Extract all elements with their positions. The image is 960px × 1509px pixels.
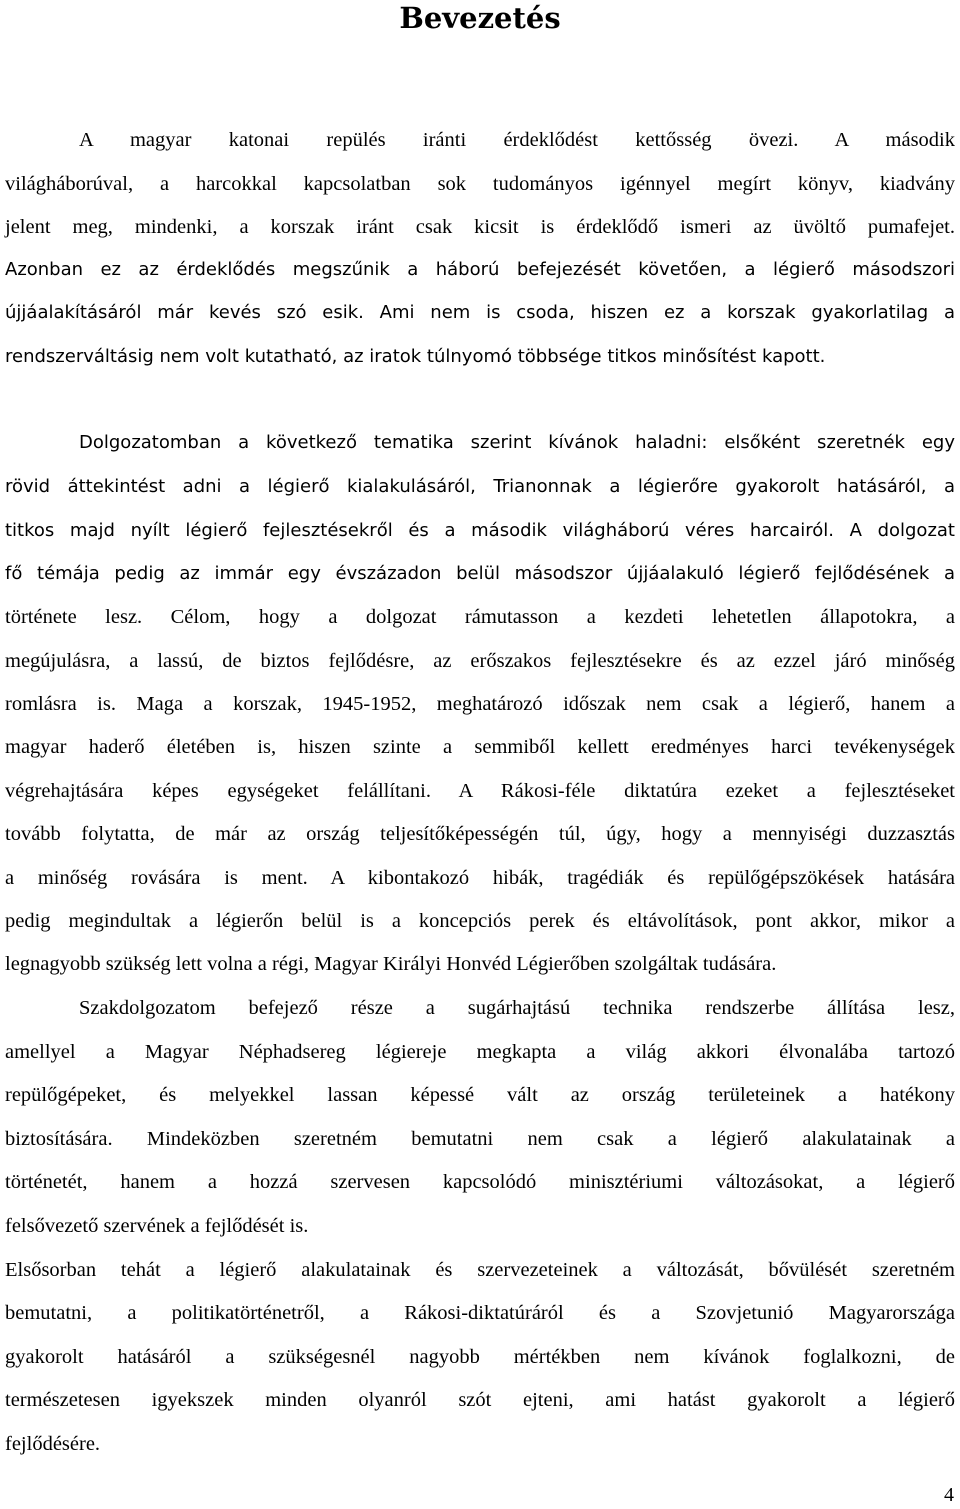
text-line: jelent meg, mindenki, a korszak iránt csak kicsit is érdeklődő ismeri az üvöltő pumafejet. bbox=[5, 216, 955, 238]
page-title: Bevezetés bbox=[399, 1, 561, 35]
text-line: fejlődésére. bbox=[5, 1433, 101, 1455]
text-line: természetesen igyekszek minden olyanról szót ejteni, ami hatást gyakorolt a légierő bbox=[5, 1389, 955, 1411]
text-line: tovább folytatta, de már az ország teljesítőképességén túl, úgy, hogy a mennyiségi duzzasztás bbox=[5, 823, 955, 845]
text-line: magyar haderő életében is, hiszen szinte a semmiből kellett eredményes harci tevékenységek bbox=[5, 736, 955, 758]
text-line: világháborúval, a harcokkal kapcsolatban sok tudományos igénnyel megírt könyv, kiadvány bbox=[5, 173, 955, 195]
text-line: Dolgozatomban a következő tematika szerint kívánok haladni: elsőként szeretnék egy bbox=[79, 432, 955, 453]
text-line: Szakdolgozatom befejező része a sugárhajtású technika rendszerbe állítása lesz, bbox=[79, 997, 955, 1019]
text-line: legnagyobb szükség lett volna a régi, Magyar Királyi Honvéd Légierőben szolgáltak tudására. bbox=[5, 953, 777, 975]
text-line: története lesz. Célom, hogy a dolgozat rámutasson a kezdeti lehetetlen állapotokra, a bbox=[5, 606, 955, 628]
text-line: a minőség rovására is ment. A kibontakozó hibák, tragédiák és repülőgépszökések hatására bbox=[5, 867, 955, 889]
text-line: fő témája pedig az immár egy évszázadon belül másodszor újjáalakuló légierő fejlődésének a bbox=[5, 563, 955, 584]
text-line: bemutatni, a politikatörténetről, a Rákosi-diktatúráról és a Szovjetunió Magyarországa bbox=[5, 1302, 955, 1324]
text-line: romlásra is. Maga a korszak, 1945-1952, meghatározó időszak nem csak a légierő, hanem a bbox=[5, 693, 955, 715]
text-line: A magyar katonai repülés iránti érdeklődést kettősség övezi. A második bbox=[79, 129, 955, 151]
text-line: felsővezető szervének a fejlődését is. bbox=[5, 1215, 309, 1237]
text-line: rövid áttekintést adni a légierő kialakulásáról, Trianonnak a légierőre gyakorolt hatásáról, a bbox=[5, 476, 955, 497]
page-number: 4 bbox=[944, 1484, 954, 1506]
text-line: amellyel a Magyar Néphadsereg légiereje megkapta a világ akkori élvonalába tartozó bbox=[5, 1041, 955, 1063]
text-line: titkos majd nyílt légierő fejlesztésekről és a második világháború véres harcairól. A dolgozat bbox=[5, 520, 955, 541]
text-line: Azonban ez az érdeklődés megszűnik a háború befejezését követően, a légierő másodszori bbox=[5, 259, 955, 280]
text-line: újjáalakításáról már kevés szó esik. Ami nem is csoda, hiszen ez a korszak gyakorlatilag a bbox=[5, 302, 955, 323]
text-line: rendszerváltásig nem volt kutatható, az iratok túlnyomó többsége titkos minősítést kapott. bbox=[5, 346, 826, 367]
text-line: repülőgépeket, és melyekkel lassan képessé vált az ország területeinek a hatékony bbox=[5, 1084, 955, 1106]
text-line: megújulásra, a lassú, de biztos fejlődésre, az erőszakos fejlesztésekre és az ezzel járó minőség bbox=[5, 650, 955, 672]
text-line: biztosítására. Mindeközben szeretném bemutatni nem csak a légierő alakulatainak a bbox=[5, 1128, 955, 1150]
text-line: Elsősorban tehát a légierő alakulatainak és szervezeteinek a változását, bővülését szeretném bbox=[5, 1259, 955, 1281]
text-line: végrehajtására képes egységeket felállítani. A Rákosi-féle diktatúra ezeket a fejlesztéseket bbox=[5, 780, 955, 802]
text-line: pedig megindultak a légierőn belül is a koncepciós perek és eltávolítások, pont akkor, mikor a bbox=[5, 910, 955, 932]
text-line: gyakorolt hatásáról a szükségesnél nagyobb mértékben nem kívánok foglalkozni, de bbox=[5, 1346, 955, 1368]
text-line: történetét, hanem a hozzá szervesen kapcsolódó minisztériumi változásokat, a légierő bbox=[5, 1171, 955, 1193]
